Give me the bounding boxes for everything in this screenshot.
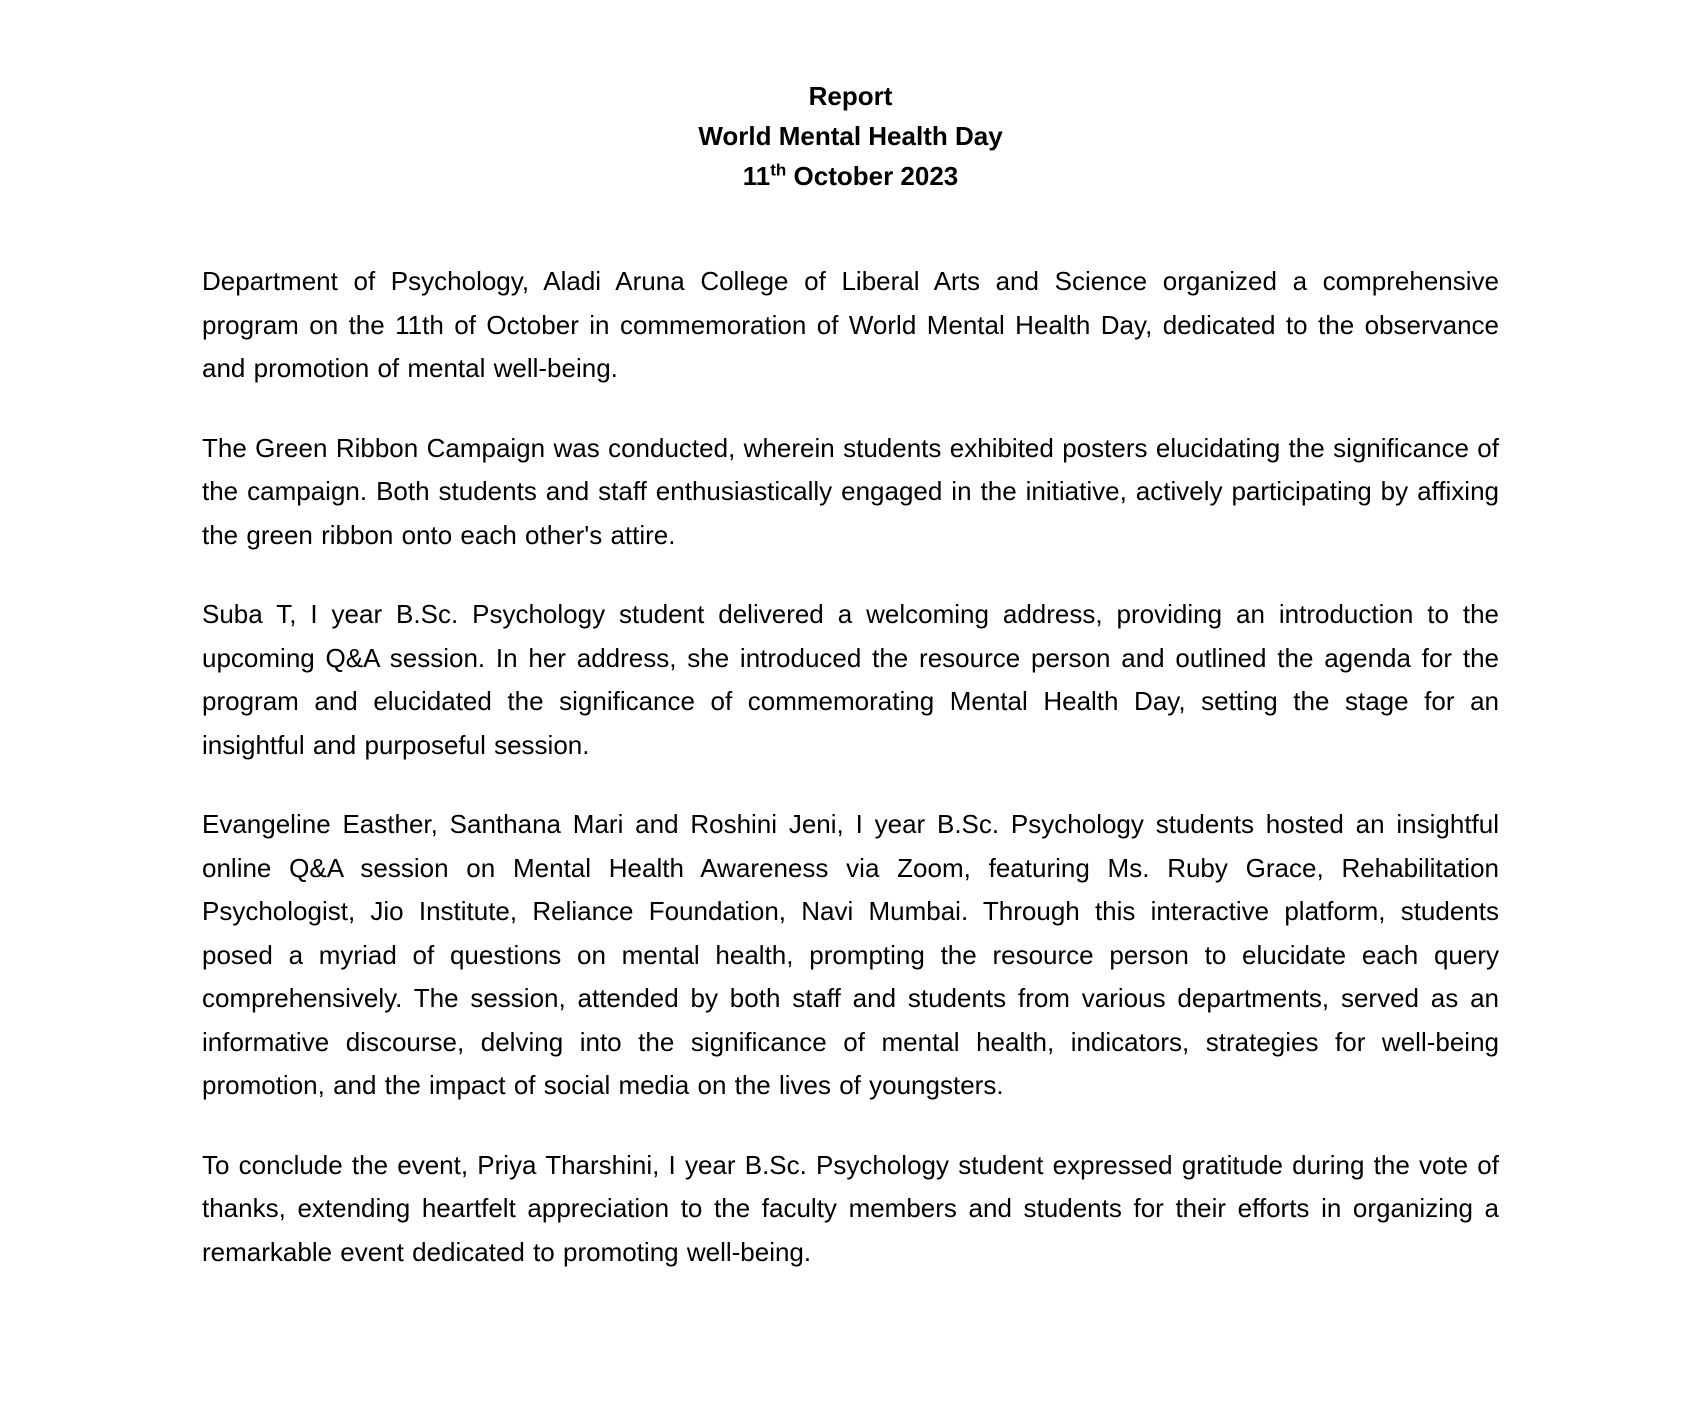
date-day: 11 — [742, 161, 771, 191]
date-ordinal-superscript: th — [770, 160, 787, 180]
report-title: Report — [808, 81, 893, 111]
paragraph-vote-of-thanks: To conclude the event, Priya Tharshini, I year B.Sc. Psychology student expressed gratitude during the vote of thanks, extending heartfelt appreciation to the faculty members and students for their efforts in organizing a remarkable event dedicated to promoting well-being. — [202, 1149, 1499, 1267]
document-date — [202, 156, 1499, 196]
paragraph-green-ribbon-campaign: The Green Ribbon Campaign was conducted, wherein students exhibited posters elucidating the significance of the campaign. Both students and staff enthusiastically engaged in the initiative, actively participating by affixing the green ribbon onto each other's attire. — [202, 432, 1499, 550]
document-subtitle: World Mental Health Day — [698, 121, 1003, 151]
document-header — [202, 76, 1499, 196]
document-body — [202, 260, 1499, 1274]
paragraph-welcome-address: Suba T, I year B.Sc. Psychology student delivered a welcoming address, providing an introduction to the upcoming Q&A session. In her address, she introduced the resource person and outlined the agenda for the program and elucidated the significance of commemorating Mental Health Day, setting the stage for an insightful and purposeful session. — [202, 599, 1499, 760]
paragraph-introduction: Department of Psychology, Aladi Aruna College of Liberal Arts and Science organized a comprehensive program on the 11th of October in commemoration of World Mental Health Day, dedicated to the observance and promotion of mental well-being. — [202, 266, 1499, 383]
date-month-year: October 2023 — [786, 161, 959, 191]
paragraph-qa-session: Evangeline Easther, Santhana Mari and Roshini Jeni, I year B.Sc. Psychology students hosted an insightful online Q&A session on Mental Health Awareness via Zoom, featuring Ms. Ruby Grace, Rehabilitation Psychologist, Jio Institute, Reliance Foundation, Navi Mumbai. Through this interactive platform, students posed a myriad of questions on mental health, prompting the resource person to elucidate each query comprehensively. The session, attended by both staff and students from various departments, served as an informative discourse, delving into the significance of mental health, indicators, strategies for well-being promotion, and the impact of social media on the lives of youngsters. — [202, 809, 1499, 1100]
